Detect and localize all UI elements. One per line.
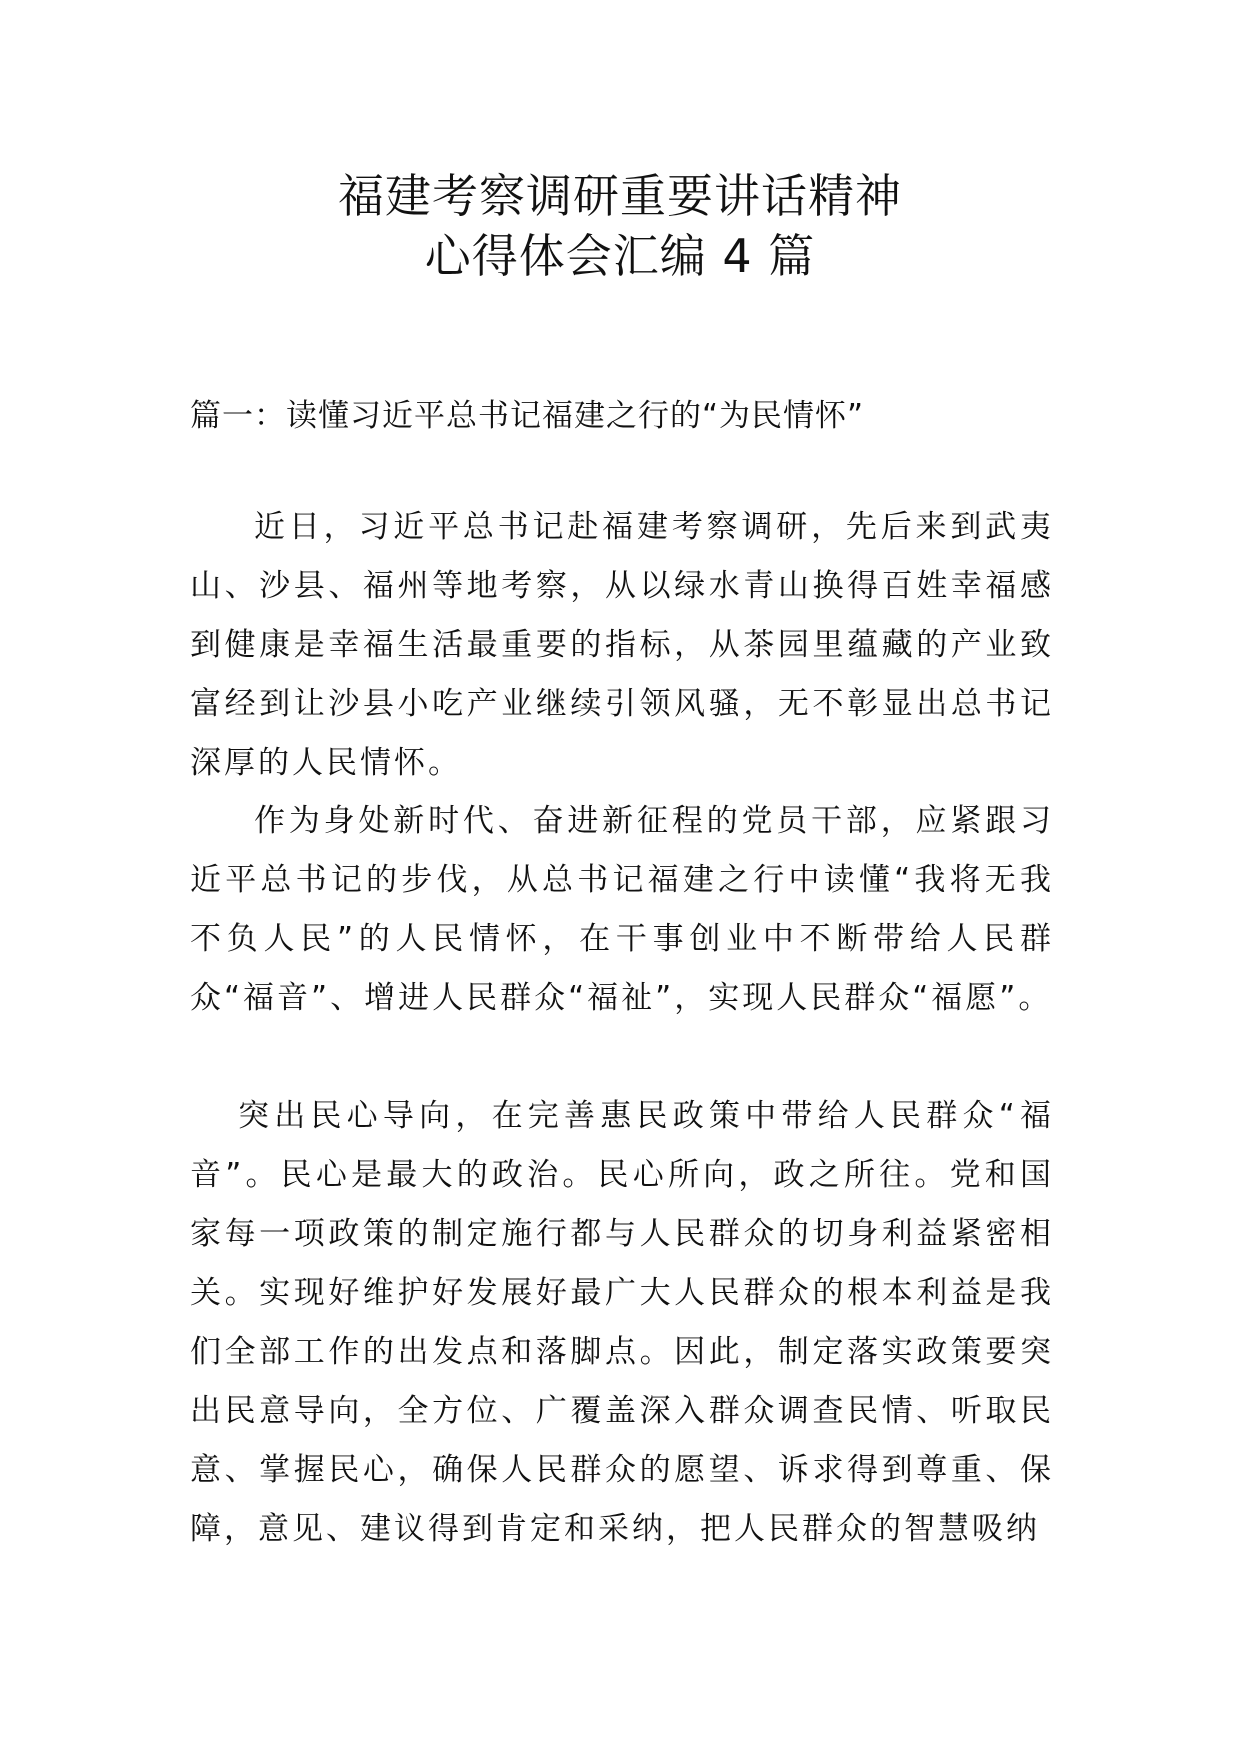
paragraph-text: 近日，习近平总书记赴福建考察调研，先后来到武夷山、沙县、福州等地考察，从以绿水青山换得百姓幸福感到健康是幸福生活最重要的指标，从茶园里蕴藏的产业致富经到让沙县小吃产业继续引领风骚，无不彰显出总书记深厚的人民情怀。 [190, 509, 1054, 781]
document-title-line-2: 心得体会汇编 4 篇 [424, 229, 816, 283]
paragraph-text: 作为身处新时代、奋进新征程的党员干部，应紧跟习近平总书记的步伐，从总书记福建之行中读懂“我将无我不负人民”的人民情怀，在干事创业中不断带给人民群众“福音”、增进人民群众“福祉”，实现人民群众“福愿”。 [190, 803, 1054, 1016]
section-heading: 篇一：读懂习近平总书记福建之行的“为民情怀” [190, 398, 865, 434]
document-title-line-1: 福建考察调研重要讲话精神 [338, 169, 902, 223]
paragraph-text: 突出民心导向，在完善惠民政策中带给人民群众“福音”。民心是最大的政治。民心所向，政之所往。党和国家每一项政策的制定施行都与人民群众的切身利益紧密相关。实现好维护好发展好最广大人民群众的根本利益是我们全部工作的出发点和落脚点。因此，制定落实政策要突出民意导向，全方位、广覆盖深入群众调查民情、听取民意、掌握民心，确保人民群众的愿望、诉求得到尊重、保障，意见、建议得到肯定和采纳，把人民群众的智慧吸纳 [190, 1098, 1054, 1547]
body-paragraph-3 [190, 1087, 1054, 1559]
body-paragraph-1 [190, 498, 1054, 793]
body-paragraph-2 [190, 792, 1054, 1028]
